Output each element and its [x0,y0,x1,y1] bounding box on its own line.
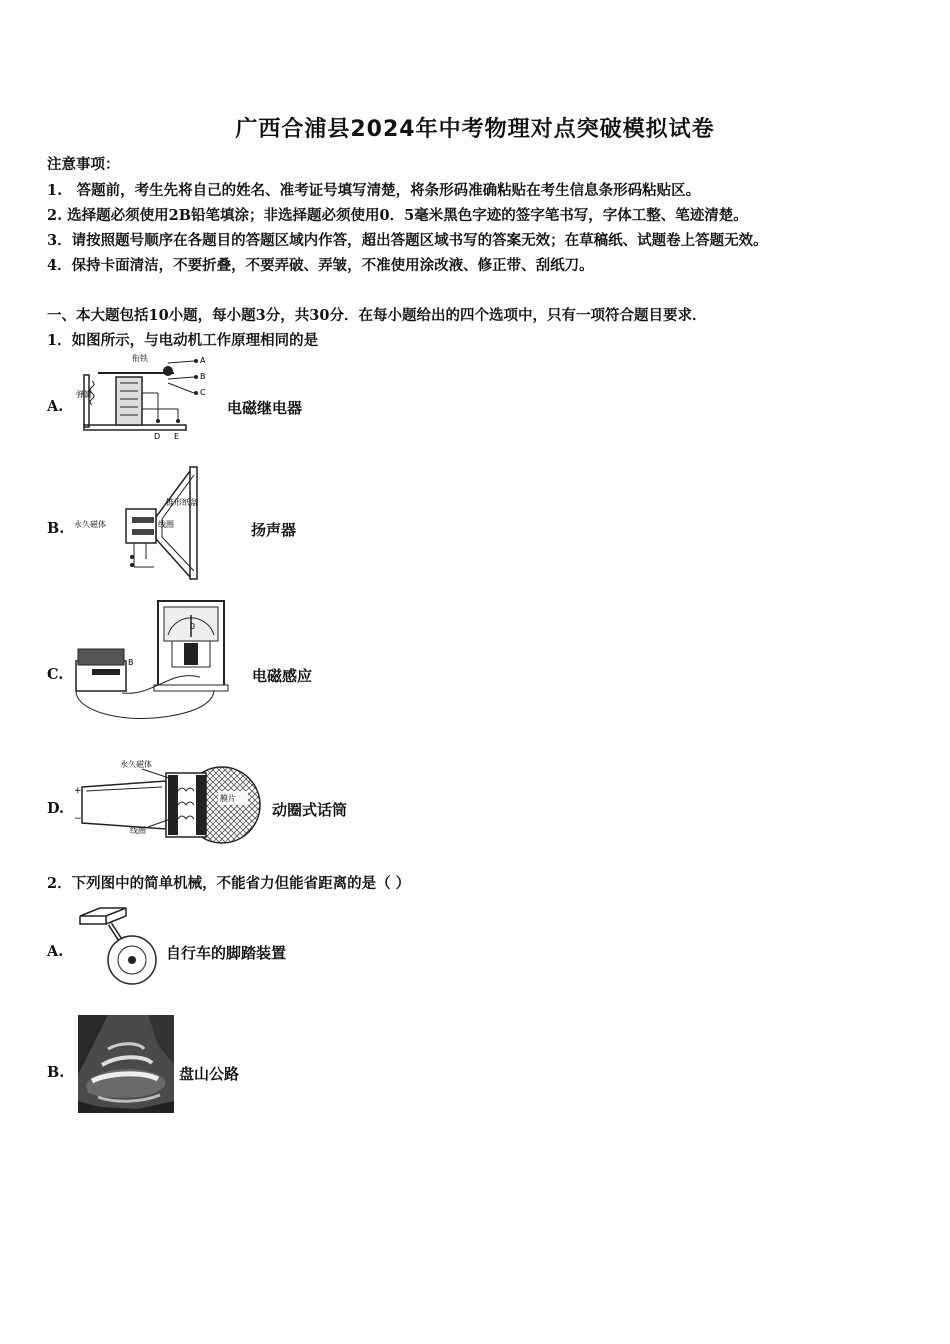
mountain-road-photo [78,1015,174,1113]
q1-option-a-label: 电磁继电器 [227,399,303,417]
q2-option-a-letter: A. [47,943,64,960]
induction-figure [72,599,232,723]
q1-option-d-label: 动圈式话筒 [272,801,348,819]
speaker-cone-label: 锥形纸盆 [166,498,198,507]
q1-option-c-label: 电磁感应 [252,667,313,685]
section-instructions: 一、本大题包括10小题，每小题3分，共30分．在每小题给出的四个选项中，只有一项符合题目要求． [47,307,707,324]
q1-option-b-label: 扬声器 [251,521,297,539]
svg-text:−: − [74,814,82,824]
question-2-stem: 2．下列图中的简单机械，不能省力但能省距离的是（ ） [47,875,411,892]
mic-coil-label: 线圈 [130,826,146,835]
meter-zero-label: 0 [190,622,196,631]
relay-terminal-c: C [200,388,206,397]
relay-figure [76,353,210,441]
page-title: 广西合浦县2024年中考物理对点突破模拟试卷 [235,117,715,142]
notice-heading: 注意事项： [47,156,120,173]
q1-option-b-letter: B. [47,520,65,537]
svg-text:+: + [74,786,82,796]
mic-diaphragm-label: 膜片 [220,794,236,803]
relay-spring-label: 弹簧 [76,390,92,399]
q1-option-d-letter: D. [47,800,65,817]
microphone-figure [72,755,268,845]
notice-item-2: 2. 选择题必须使用2B铅笔填涂；非选择题必须使用0．5毫米黑色字迹的签字笔书写，字体工整、笔迹清楚。 [47,207,748,224]
question-1-stem: 1．如图所示，与电动机工作原理相同的是 [47,332,319,349]
magnet-pole-label: B [128,658,134,667]
q2-option-b-label: 盘山公路 [179,1065,240,1083]
q2-option-b-letter: B. [47,1064,65,1081]
notice-item-4: 4．保持卡面清洁，不要折叠，不要弄破、弄皱，不准使用涂改液、修正带、刮纸刀。 [47,257,594,274]
speaker-figure [74,465,234,585]
q2-option-a-label: 自行车的脚踏装置 [166,944,287,962]
relay-terminal-d: D [154,432,161,441]
speaker-magnet-label: 永久磁体 [74,520,106,529]
q1-option-a-letter: A. [47,398,64,415]
notice-item-3: 3．请按照题号顺序在各题目的答题区域内作答，超出答题区域书写的答案无效；在草稿纸、试题卷上答题无效。 [47,232,768,249]
speaker-coil-label: 线圈 [158,520,174,529]
bicycle-pedal-figure [76,904,164,988]
relay-terminal-a: A [200,356,206,365]
relay-armature-label: 衔铁 [132,354,148,363]
relay-terminal-b: B [200,372,206,381]
mic-magnet-label: 永久磁体 [120,760,152,769]
q1-option-c-letter: C. [47,666,64,683]
relay-terminal-e: E [174,432,180,441]
notice-item-1: 1. 答题前，考生先将自己的姓名、准考证号填写清楚，将条形码准确粘贴在考生信息条形码粘贴区。 [47,182,701,199]
